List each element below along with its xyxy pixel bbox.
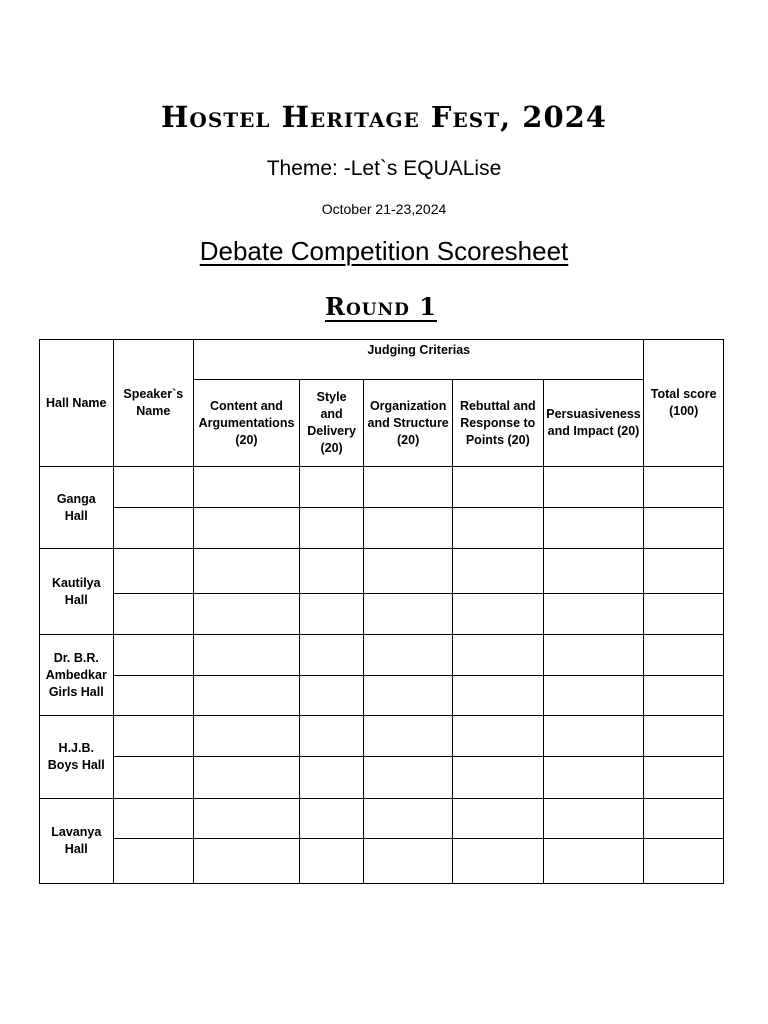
persuasiveness-score-cell[interactable]: [543, 549, 644, 594]
total-score-cell[interactable]: [644, 635, 724, 676]
speaker-cell[interactable]: [113, 799, 194, 839]
header-hall-name-text: Hall Name: [46, 395, 107, 410]
style-score-cell[interactable]: [299, 508, 363, 549]
persuasiveness-score-cell[interactable]: [543, 757, 644, 799]
organization-score-cell[interactable]: [364, 508, 453, 549]
header-judging-criterias: [194, 340, 644, 380]
organization-score-cell[interactable]: [364, 676, 453, 716]
header-organization: [364, 380, 453, 467]
organization-score-cell[interactable]: [364, 799, 453, 839]
content-score-cell[interactable]: [194, 839, 300, 884]
header-judging-criterias-text: Judging Criterias: [367, 343, 471, 357]
table-row: [40, 635, 724, 676]
persuasiveness-score-cell[interactable]: [543, 594, 644, 635]
header-persuasiveness: [543, 380, 644, 467]
hall-name-text: Kautilya Hall: [51, 575, 101, 607]
header-persuasiveness-text: Persuasiveness and Impact (20): [546, 407, 641, 438]
total-score-cell[interactable]: [644, 549, 724, 594]
rebuttal-score-cell[interactable]: [452, 799, 543, 839]
rebuttal-score-cell[interactable]: [452, 508, 543, 549]
content-score-cell[interactable]: [194, 635, 300, 676]
hall-name-cell: [40, 635, 114, 716]
style-score-cell[interactable]: [299, 635, 363, 676]
organization-score-cell[interactable]: [364, 716, 453, 757]
table-row: [40, 676, 724, 716]
content-score-cell[interactable]: [194, 799, 300, 839]
rebuttal-score-cell[interactable]: [452, 757, 543, 799]
table-row: [40, 799, 724, 839]
rebuttal-score-cell[interactable]: [452, 716, 543, 757]
speaker-cell[interactable]: [113, 594, 194, 635]
total-score-cell[interactable]: [644, 799, 724, 839]
persuasiveness-score-cell[interactable]: [543, 508, 644, 549]
total-score-cell[interactable]: [644, 467, 724, 508]
table-row: [40, 508, 724, 549]
persuasiveness-score-cell[interactable]: [543, 635, 644, 676]
style-score-cell[interactable]: [299, 549, 363, 594]
scoresheet-table: [39, 339, 724, 884]
organization-score-cell[interactable]: [364, 594, 453, 635]
table-row: [40, 467, 724, 508]
event-date: October 21-23,2024: [321, 201, 447, 217]
content-score-cell[interactable]: [194, 757, 300, 799]
style-score-cell[interactable]: [299, 716, 363, 757]
persuasiveness-score-cell[interactable]: [543, 676, 644, 716]
rebuttal-score-cell[interactable]: [452, 635, 543, 676]
header-total-score: [644, 340, 724, 467]
style-score-cell[interactable]: [299, 757, 363, 799]
content-score-cell[interactable]: [194, 467, 300, 508]
hall-name-cell: [40, 799, 114, 884]
content-score-cell[interactable]: [194, 676, 300, 716]
content-score-cell[interactable]: [194, 549, 300, 594]
hall-name-text: Lavanya Hall: [51, 825, 102, 856]
total-score-cell[interactable]: [644, 594, 724, 635]
header-content-text: Content and Argumentations (20): [198, 398, 295, 447]
round-label: [0, 292, 768, 321]
scoresheet-title: [0, 236, 768, 267]
table-row: [40, 549, 724, 594]
speaker-cell[interactable]: [113, 549, 194, 594]
content-score-cell[interactable]: [194, 508, 300, 549]
speaker-cell[interactable]: [113, 508, 194, 549]
organization-score-cell[interactable]: [364, 549, 453, 594]
persuasiveness-score-cell[interactable]: [543, 839, 644, 884]
header-organization-text: Organization and Structure (20): [367, 398, 449, 447]
hall-name-cell: [40, 716, 114, 799]
persuasiveness-score-cell[interactable]: [543, 467, 644, 508]
style-score-cell[interactable]: [299, 467, 363, 508]
header-style-text: Style and Delivery (20): [307, 390, 356, 455]
style-score-cell[interactable]: [299, 799, 363, 839]
speaker-cell[interactable]: [113, 676, 194, 716]
rebuttal-score-cell[interactable]: [452, 467, 543, 508]
total-score-cell[interactable]: [644, 676, 724, 716]
speaker-cell[interactable]: [113, 467, 194, 508]
style-score-cell[interactable]: [299, 594, 363, 635]
speaker-cell[interactable]: [113, 757, 194, 799]
round-label-text: Round 1: [325, 292, 437, 321]
rebuttal-score-cell[interactable]: [452, 839, 543, 884]
header-speaker-name: [113, 340, 194, 467]
event-theme: Theme: -Let`s EQUALise: [266, 157, 502, 180]
hall-name-cell: [40, 549, 114, 635]
total-score-cell[interactable]: [644, 757, 724, 799]
header-rebuttal-text: Rebuttal and Response to Points (20): [459, 398, 536, 447]
speaker-cell[interactable]: [113, 635, 194, 676]
header-rebuttal: [452, 380, 543, 467]
total-score-cell[interactable]: [644, 716, 724, 757]
event-title: Hostel Heritage Fest, 2024: [161, 100, 607, 134]
style-score-cell[interactable]: [299, 839, 363, 884]
persuasiveness-score-cell[interactable]: [543, 799, 644, 839]
total-score-cell[interactable]: [644, 839, 724, 884]
table-row: [40, 594, 724, 635]
table-row: [40, 716, 724, 757]
persuasiveness-score-cell[interactable]: [543, 716, 644, 757]
hall-name-cell: [40, 467, 114, 549]
hall-name-text: H.J.B. Boys Hall: [47, 741, 105, 772]
rebuttal-score-cell[interactable]: [452, 549, 543, 594]
hall-name-text: Ganga Hall: [56, 491, 96, 523]
organization-score-cell[interactable]: [364, 757, 453, 799]
header-speaker-name-text: Speaker`s Name: [123, 387, 184, 418]
header-style: [299, 380, 363, 467]
organization-score-cell[interactable]: [364, 839, 453, 884]
scoresheet-title-text: Debate Competition Scoresheet: [199, 236, 569, 266]
table-row: [40, 839, 724, 884]
header-total-score-text: Total score (100): [650, 387, 717, 418]
header-hall-name: [40, 340, 114, 467]
hall-name-text: Dr. B.R. Ambedkar Girls Hall: [45, 650, 107, 699]
content-score-cell[interactable]: [194, 594, 300, 635]
organization-score-cell[interactable]: [364, 467, 453, 508]
header-content: [194, 380, 300, 467]
speaker-cell[interactable]: [113, 839, 194, 884]
total-score-cell[interactable]: [644, 508, 724, 549]
style-score-cell[interactable]: [299, 676, 363, 716]
rebuttal-score-cell[interactable]: [452, 594, 543, 635]
table-row: [40, 757, 724, 799]
content-score-cell[interactable]: [194, 716, 300, 757]
speaker-cell[interactable]: [113, 716, 194, 757]
organization-score-cell[interactable]: [364, 635, 453, 676]
rebuttal-score-cell[interactable]: [452, 676, 543, 716]
